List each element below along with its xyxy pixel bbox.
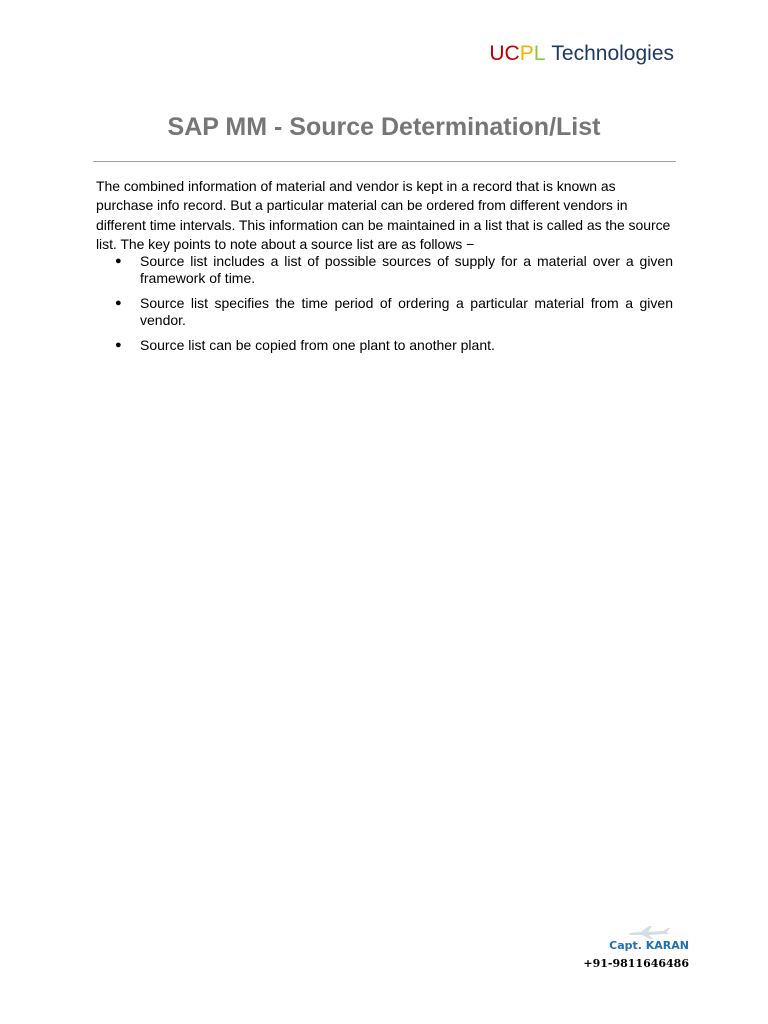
list-item-text: Source list includes a list of possible sources of supply for a material over a given framework of time. <box>140 253 673 286</box>
brand-logo <box>489 42 674 66</box>
list-item-text: Source list can be copied from one plant to another plant. <box>140 337 495 353</box>
list-item <box>115 295 673 328</box>
title-divider <box>93 161 676 162</box>
brand-word: Technologies <box>551 42 674 65</box>
list-item-text: Source list specifies the time period of ordering a particular material from a given vendor. <box>140 295 673 328</box>
list-item <box>115 253 673 286</box>
key-points-list <box>115 253 673 363</box>
airplane-icon <box>627 924 671 940</box>
list-item <box>115 337 673 354</box>
brand-letter-p: P <box>519 42 534 65</box>
intro-paragraph: The combined information of material and vendor is kept in a record that is known as purchase info record. But a particular material can be ordered from different vendors in different time intervals. This information can be maintained in a list that is called as the source list. The key points to note about a source list are as follows − <box>96 178 671 252</box>
footer-name: Capt. KARAN <box>609 939 689 952</box>
brand-letter-u: U <box>489 42 505 65</box>
bullet-icon: ● <box>115 339 122 351</box>
footer-phone: +91-9811646486 <box>583 957 689 970</box>
brand-letter-l: L <box>533 42 546 65</box>
footer-contact <box>579 924 689 974</box>
brand-letter-c: C <box>504 42 520 65</box>
page-title: SAP MM - Source Determination/List <box>167 113 601 141</box>
bullet-icon: ● <box>115 297 122 309</box>
bullet-icon: ● <box>115 255 122 267</box>
